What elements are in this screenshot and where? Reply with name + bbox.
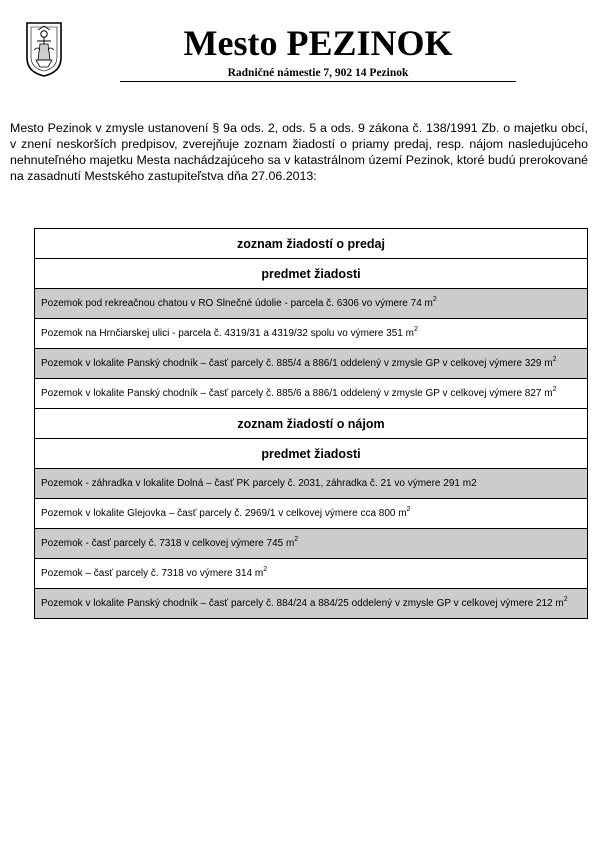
table-row bbox=[35, 529, 588, 559]
table-row bbox=[35, 589, 588, 619]
lease-item: Pozemok v lokalite Panský chodník – časť parcely č. 884/24 a 884/25 oddelený v zmysle GP v celkovej výmere 212 $m^2$ bbox=[35, 589, 588, 619]
page-title: Mesto PEZINOK bbox=[183, 23, 453, 63]
sale-subject-heading: predmet žiadosti bbox=[35, 259, 588, 289]
address-line: Radničné námestie 7, 902 14 Pezinok bbox=[227, 67, 409, 79]
lease-list-heading: zoznam žiadostí o nájom bbox=[35, 409, 588, 439]
sale-item: Pozemok na Hrnčiarskej ulici - parcela č. 4319/31 a 4319/32 spolu vo výmere 351 $m^2$ bbox=[35, 319, 588, 349]
lease-item: Pozemok - časť parcely č. 7318 v celkovej výmere 745 $m^2$ bbox=[35, 529, 588, 559]
sale-item: Pozemok v lokalite Panský chodník – časť parcely č. 885/6 a 886/1 oddelený v zmysle GP v celkovej výmere 827 $m^2$ bbox=[35, 379, 588, 409]
lease-item: Pozemok – časť parcely č. 7318 vo výmere 314 $m^2$ bbox=[35, 559, 588, 589]
table-row bbox=[35, 289, 588, 319]
table-row bbox=[35, 229, 588, 259]
sale-list-heading: zoznam žiadostí o predaj bbox=[35, 229, 588, 259]
table-row bbox=[35, 319, 588, 349]
table-row bbox=[35, 559, 588, 589]
table-row bbox=[35, 379, 588, 409]
table-row bbox=[35, 409, 588, 439]
table-row bbox=[35, 499, 588, 529]
table-row bbox=[35, 259, 588, 289]
lease-item: Pozemok v lokalite Glejovka – časť parcely č. 2969/1 v celkovej výmere cca 800 $m^2$ bbox=[35, 499, 588, 529]
intro-paragraph: Mesto Pezinok v zmysle ustanovení § 9a ods. 2, ods. 5 a ods. 9 zákona č. 138/1991 Zb. o majetku obcí, v znení neskorších predpisov, zverejňuje zoznam žiadostí o priamy predaj, resp. nájom nasledujúceho nehnuteľného majetku Mesta nachádzajúceho sa v katastrálnom území Pezinok, ktoré budú prerokované na zasadnutí Mestského zastupiteľstva dňa 27.06.2013: bbox=[10, 121, 588, 183]
sale-item: Pozemok pod rekreačnou chatou v RO Slnečné údolie - parcela č. 6306 vo výmere 74 $m^2$ bbox=[35, 289, 588, 319]
requests-table bbox=[34, 228, 588, 619]
coat-of-arms-icon bbox=[24, 20, 64, 78]
table-row bbox=[35, 469, 588, 499]
sale-item: Pozemok v lokalite Panský chodník – časť parcely č. 885/4 a 886/1 oddelený v zmysle GP v celkovej výmere 329 $m^2$ bbox=[35, 349, 588, 379]
table-row bbox=[35, 349, 588, 379]
lease-subject-heading: predmet žiadosti bbox=[35, 439, 588, 469]
table-row bbox=[35, 439, 588, 469]
header-divider bbox=[120, 81, 516, 82]
lease-item: Pozemok - záhradka v lokalite Dolná – časť PK parcely č. 2031, záhradka č. 21 vo výmere 291 m2 bbox=[35, 469, 588, 499]
